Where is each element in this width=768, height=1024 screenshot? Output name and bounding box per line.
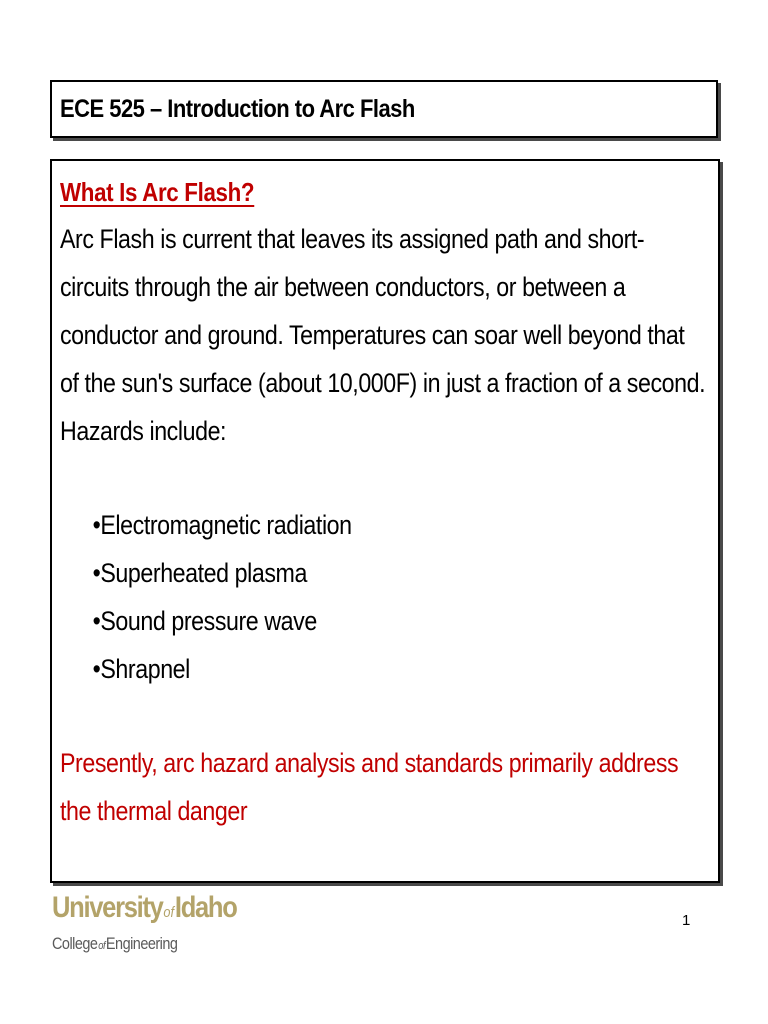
slide-title: ECE 525 – Introduction to Arc Flash xyxy=(60,94,415,123)
slide-content-box xyxy=(50,159,720,883)
logo-subtitle xyxy=(52,933,237,957)
logo-word-of: of xyxy=(163,904,175,921)
closing-statement: Presently, arc hazard analysis and standards primarily address the thermal danger xyxy=(60,748,679,826)
hazard-list xyxy=(60,501,708,693)
slide-title-box xyxy=(50,80,718,138)
logo-word-engineering: Engineering xyxy=(105,934,178,953)
section-heading: What Is Arc Flash? xyxy=(60,177,255,207)
logo-word-university: University xyxy=(52,891,163,924)
logo-word-college: College xyxy=(52,934,98,953)
hazard-item: •Sound pressure wave xyxy=(92,606,317,636)
logo-wordmark xyxy=(52,892,237,929)
page-number: 1 xyxy=(682,912,691,929)
hazard-item: •Superheated plasma xyxy=(92,558,307,588)
content-body xyxy=(60,175,708,835)
logo-word-idaho: Idaho xyxy=(174,891,237,924)
university-logo xyxy=(52,892,269,957)
logo-sub-of: of xyxy=(98,940,106,952)
hazard-item: •Electromagnetic radiation xyxy=(92,510,352,540)
hazard-item: •Shrapnel xyxy=(92,654,190,684)
definition-paragraph: Arc Flash is current that leaves its assigned path and short-circuits through the air between conductors, or between a conductor and ground. Temperatures can soar well beyond that of the sun's surface (about 10,000F) in just a fraction of a second. Hazards include: xyxy=(60,224,706,446)
